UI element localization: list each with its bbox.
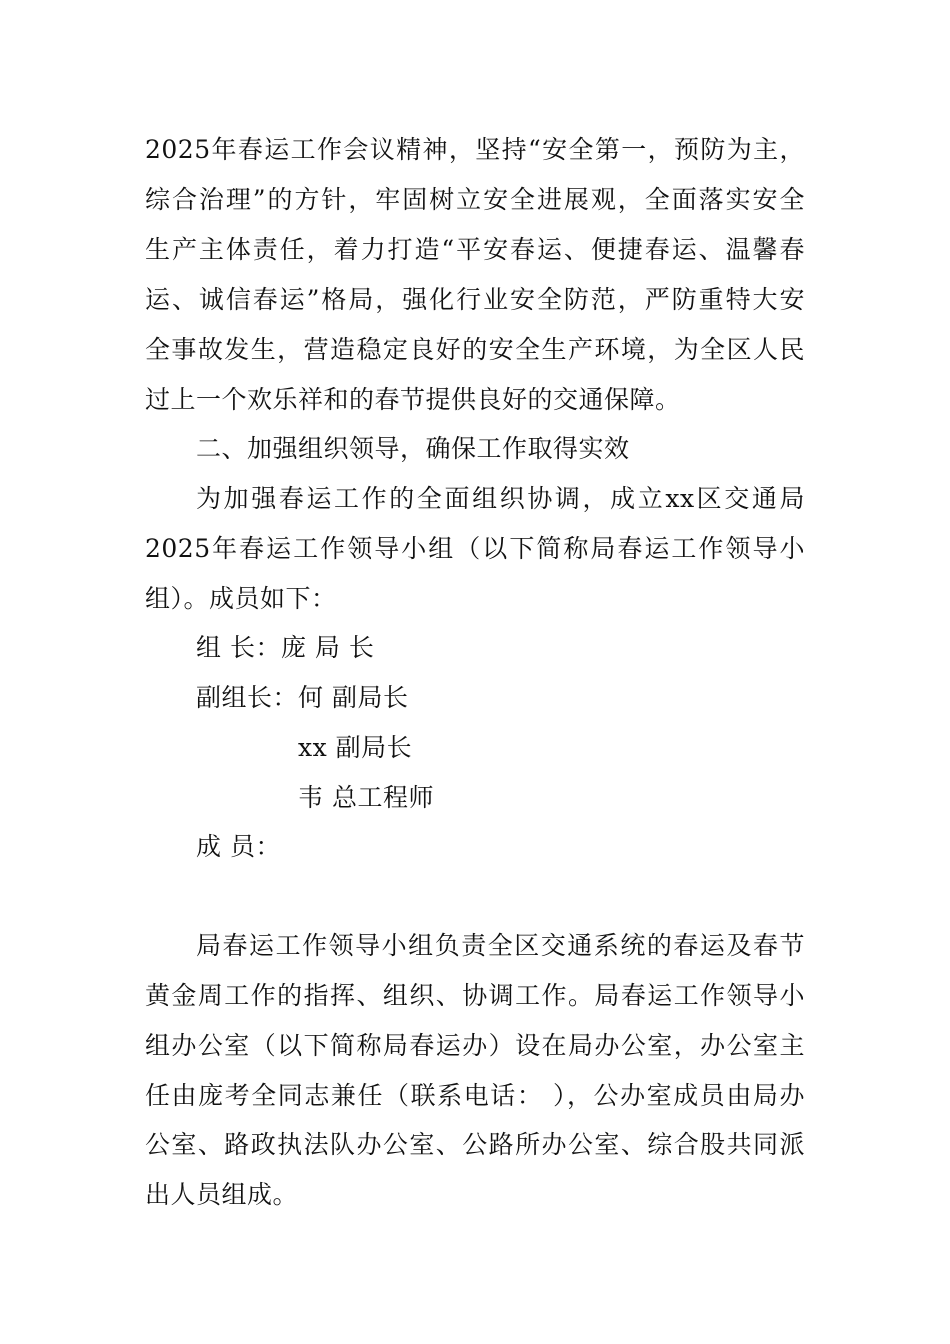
para2-line-1: 为加强春运工作的全面组织协调，成立xx区交通局 <box>196 484 805 513</box>
members-label: 成 员： <box>196 832 281 861</box>
para1-line-2: 综合治理”的方针，牢固树立安全进展观，全面落实安全 <box>145 185 805 214</box>
deputy-leader-1: 副组长：何 副局长 <box>196 683 409 712</box>
para1-line-5: 全事故发生，营造稳定良好的安全生产环境，为全区人民 <box>145 335 805 364</box>
group-leader: 组 长：庞 局 长 <box>196 633 375 662</box>
para1-line-3: 生产主体责任，着力打造“平安春运、便捷春运、温馨春 <box>145 235 805 264</box>
para1-line-6: 过上一个欢乐祥和的春节提供良好的交通保障。 <box>145 385 681 414</box>
para2-line-2: 2025年春运工作领导小组（以下简称局春运工作领导小 <box>145 534 805 563</box>
para3-line-4: 任由庞考全同志兼任（联系电话： ），公办室成员由局办 <box>145 1081 805 1110</box>
para1-line-1: 2025年春运工作会议精神，坚持“安全第一，预防为主， <box>145 135 805 164</box>
deputy-leader-3: 韦 总工程师 <box>298 783 434 812</box>
para3-line-2: 黄金周工作的指挥、组织、协调工作。局春运工作领导小 <box>145 981 805 1010</box>
para2-line-3: 组）。成员如下： <box>145 584 337 613</box>
para3-line-5: 公室、路政执法队办公室、公路所办公室、综合股共同派 <box>145 1130 805 1159</box>
para3-line-1: 局春运工作领导小组负责全区交通系统的春运及春节 <box>196 931 805 960</box>
section-heading: 二、加强组织领导，确保工作取得实效 <box>196 434 630 463</box>
deputy-leader-2: xx 副局长 <box>298 733 413 762</box>
para1-line-4: 运、诚信春运”格局，强化行业安全防范，严防重特大安 <box>145 285 805 314</box>
para3-line-6: 出人员组成。 <box>145 1180 299 1209</box>
para3-line-3: 组办公室（以下简称局春运办）设在局办公室，办公室主 <box>145 1031 805 1060</box>
